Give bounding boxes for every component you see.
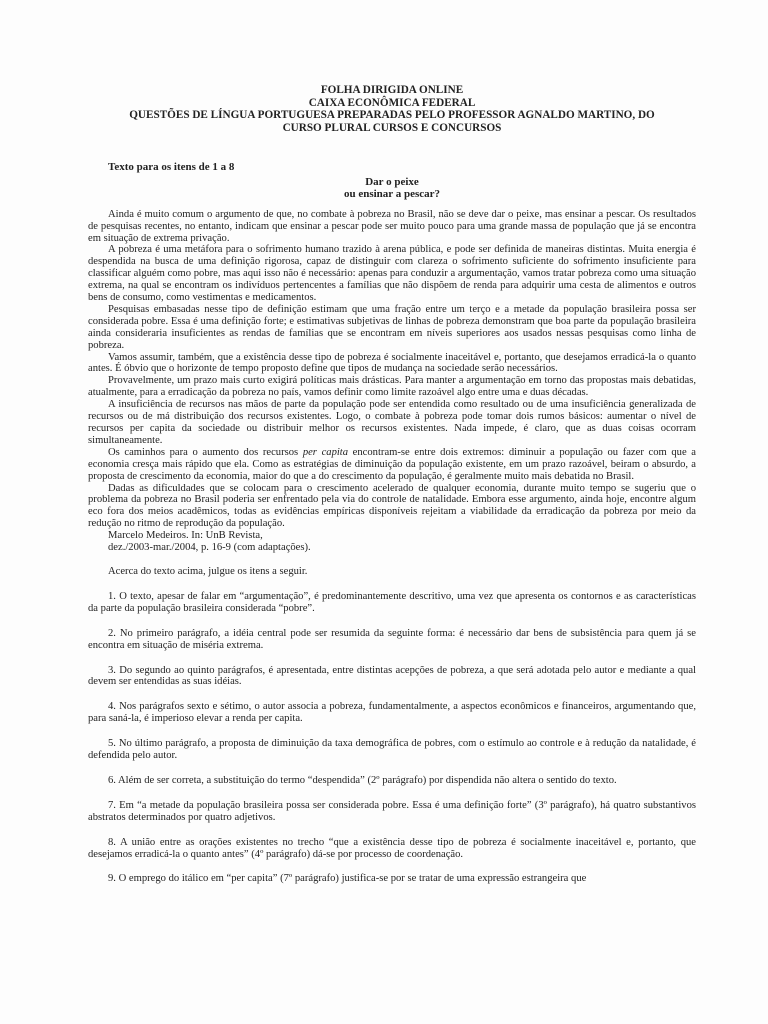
header-line-3: QUESTÕES DE LÍNGUA PORTUGUESA PREPARADAS PELO PROFESSOR AGNALDO MARTINO, DO <box>129 109 655 122</box>
source-citation-line-1: Marcelo Medeiros. In: UnB Revista, <box>108 530 263 542</box>
question-item-1: 1. O texto, apesar de falar em “argumentação”, é predominantemente descritivo, uma vez que apresenta os contornos e as características da parte da população brasileira considerada “pobre”. <box>88 590 696 614</box>
paragraph-7 <box>88 447 696 483</box>
paragraph-4: Vamos assumir, também, que a existência desse tipo de pobreza é socialmente inaceitável e, portanto, que desejamos erradicá-la o quanto antes. É óbvio que o horizonte de tempo proposto define que tipos de mudança na sociedade serão necessários. <box>88 351 696 375</box>
header-line-1: FOLHA DIRIGIDA ONLINE <box>320 84 464 96</box>
paragraph-5: Provavelmente, um prazo mais curto exigirá políticas mais drásticas. Para manter a argumentação em torno das propostas mais debatidas, atualmente, para a erradicação da pobreza no país, vamos definir como limite razoável algo entre uma e duas décadas. <box>88 375 696 399</box>
section-label: Texto para os itens de 1 a 8 <box>108 161 235 174</box>
question-item-6: 6. Além de ser correta, a substituição do termo “despendida” (2º parágrafo) por dispendida não altera o sentido do texto. <box>108 774 617 786</box>
paragraph-2: A pobreza é uma metáfora para o sofrimento humano trazido à arena pública, e pode ser definida de maneiras distintas. Muita energia é despendida na busca de uma definição rigorosa, capaz de distinguir com clareza o sofrimento suficiente do sofrimento insuficiente para classificar alguém como pobre, mas aqui isso não é necessário: apenas para conduzir a argumentação, vamos tratar pobreza como uma situação extrema, na qual se encontram os indivíduos pertencentes a famílias que não dispõem de renda para adquirir uma cesta de alimentos e outros bens de consumo, como vestimentas e medicamentos. <box>88 244 696 304</box>
question-item-3: 3. Do segundo ao quinto parágrafos, é apresentada, entre distintas acepções de pobreza, a que será adotada pelo autor e mediante a qual devem ser entendidas as suas idéias. <box>88 664 696 688</box>
text-title-line-2: ou ensinar a pescar? <box>343 188 441 201</box>
text-title-line-1: Dar o peixe <box>365 176 419 189</box>
header-line-4: CURSO PLURAL CURSOS E CONCURSOS <box>282 121 502 134</box>
paragraph-7-start: Os caminhos para o aumento dos recursos <box>108 446 303 458</box>
question-item-5: 5. No último parágrafo, a proposta de diminuição da taxa demográfica de pobres, com o estímulo ao controle e à redução da natalidade, é defendida pelo autor. <box>88 738 696 762</box>
questions-prompt: Acerca do texto acima, julgue os itens a seguir. <box>108 565 308 577</box>
question-item-2: 2. No primeiro parágrafo, a idéia central pode ser resumida da seguinte forma: é necessário dar bens de subsistência para quem já se encontra em situação de miséria extrema. <box>88 627 696 651</box>
paragraph-8: Dadas as dificuldades que se colocam para o crescimento acelerado de qualquer economia, durante muito tempo se sugeriu que o problema da pobreza no Brasil poderia ser enfrentado pela via do controle de natalidade. Embora esse argumento, ainda hoje, encontre algum eco fora dos meios acadêmicos, todas as evidências empíricas disponíveis rejeitam a viabilidade da erradicação da pobreza por meio da redução no ritmo de reprodução da população. <box>88 482 696 530</box>
paragraph-3: Pesquisas embasadas nesse tipo de definição estimam que uma fração entre um terço e a metade da população brasileira possa ser considerada pobre. Essa é uma definição forte; e estimativas subjetivas de linhas de pobreza demonstram que boa parte da população brasileira ainda consideraria insuficientes as rendas de famílias que se encontram em níveis superiores aos usados nessas pesquisas como linha de pobreza. <box>88 303 696 351</box>
source-citation-line-2: dez./2003-mar./2004, p. 16-9 (com adaptações). <box>108 542 311 554</box>
question-item-8: 8. A união entre as orações existentes no trecho “que a existência desse tipo de pobreza é socialmente inaceitável e, portanto, que desejamos erradicá-la o quanto antes” (4º parágrafo) dá-se por processo de coordenação. <box>88 836 696 860</box>
paragraph-6: A insuficiência de recursos nas mãos de parte da população pode ser entendida como resultado ou de uma insuficiência generalizada de recursos ou de má distribuição dos recursos existentes. Logo, o combate à pobreza pode tomar dois rumos básicos: aumentar o nível de recursos per capita da sociedade ou distribuir melhor os recursos existentes. Nada impede, é claro, que as duas coisas ocorram simultaneamente. <box>88 399 696 446</box>
paragraph-7-end: encontram-se entre dois extremos: diminuir a população ou fazer com que a economia cresça mais rápido que ela. Como as estratégias de diminuição da população existente, em um prazo razoável, beiram o absurdo, a proposta de crescimento da economia, maior do que a do crescimento da população, é geralmente muito mais debatida no Brasil. <box>88 446 696 482</box>
header-line-2: CAIXA ECONÔMICA FEDERAL <box>308 96 476 109</box>
document-body <box>88 84 696 885</box>
text-title <box>88 176 696 200</box>
question-item-9: 9. O emprego do itálico em “per capita” (7º parágrafo) justifica-se por se tratar de uma expressão estrangeira que <box>108 873 587 885</box>
question-item-7: 7. Em “a metade da população brasileira possa ser considerada pobre. Essa é uma definição forte” (3º parágrafo), há quatro substantivos abstratos determinados por quatro adjetivos. <box>88 799 696 823</box>
per-capita-italic: per capita <box>302 446 349 458</box>
question-item-4: 4. Nos parágrafos sexto e sétimo, o autor associa a pobreza, fundamentalmente, a aspectos econômicos e financeiros, argumentando que, para saná-la, é imperioso elevar a renda per capita. <box>88 701 696 725</box>
paragraph-1: Ainda é muito comum o argumento de que, no combate à pobreza no Brasil, não se deve dar o peixe, mas ensinar a pescar. Os resultados de pesquisas recentes, no entanto, indicam que ensinar a pescar pode ser muito pouco para uma grande massa de população que já se encontra em situação de extrema privação. <box>88 208 696 244</box>
